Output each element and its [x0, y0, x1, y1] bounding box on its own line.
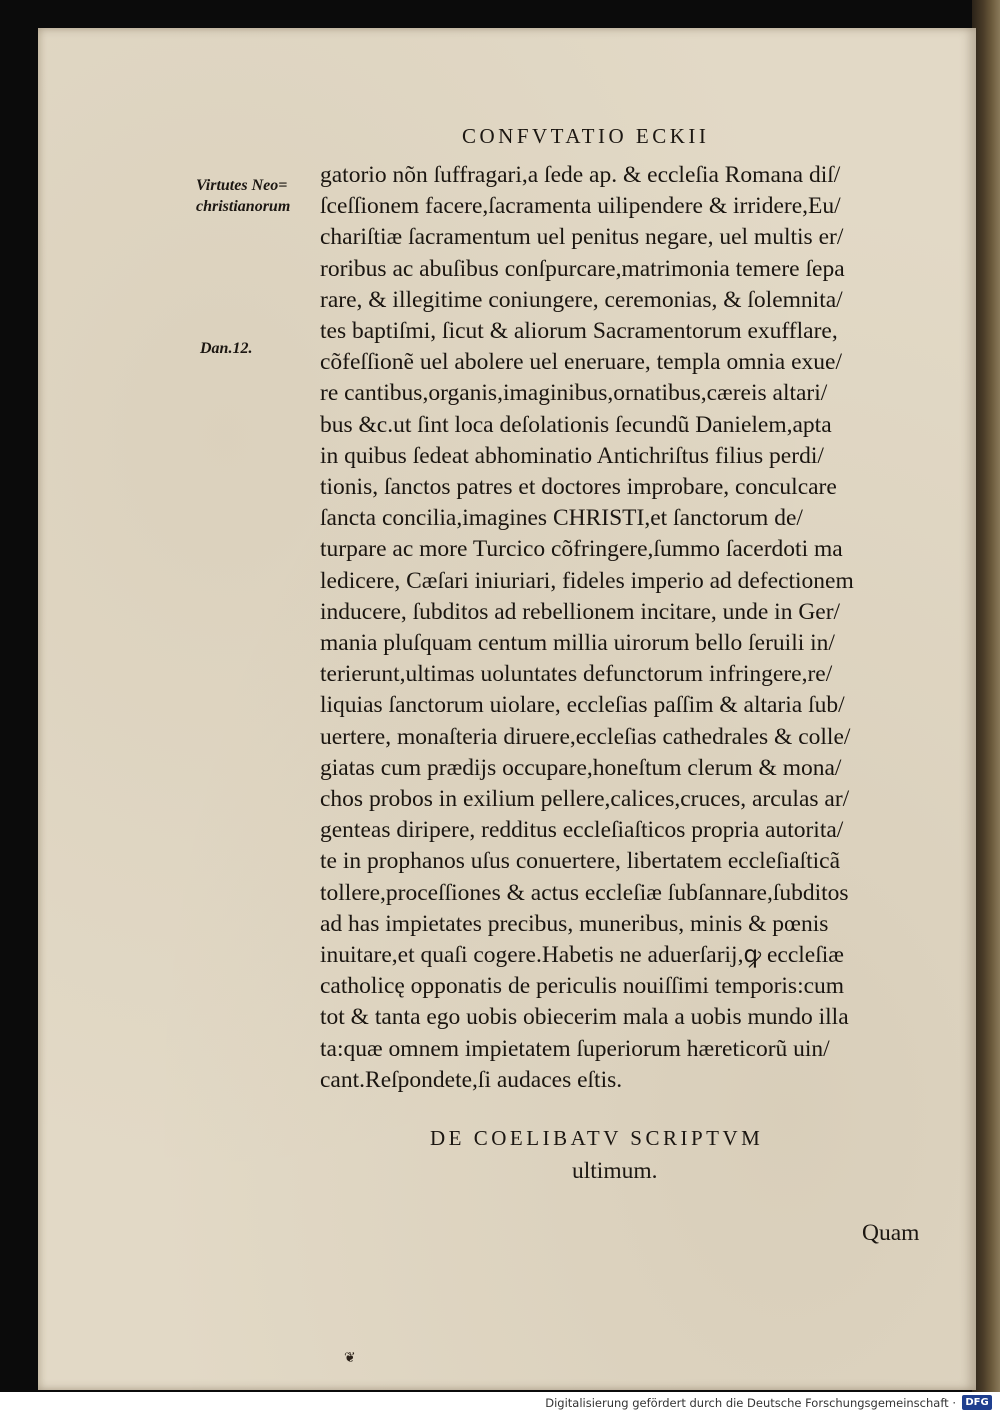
- text-line: genteas diripere, redditus eccleſiaſticos propria autorita/: [320, 817, 844, 844]
- catchword: Quam: [862, 1220, 920, 1246]
- section-heading: DE COELIBATV SCRIPTVM: [430, 1126, 764, 1150]
- fleuron-ornament-icon: ❦: [344, 1350, 356, 1366]
- section-subheading: ultimum.: [572, 1158, 658, 1184]
- text-line: ad has impietates precibus, muneribus, minis & pœnis: [320, 910, 829, 937]
- marginal-note-daniel: Dan.12.: [200, 340, 253, 357]
- marginal-note-line: Virtutes Neo=: [196, 177, 288, 194]
- text-line: tionis, ſanctos patres et doctores improbare, conculcare: [320, 474, 837, 501]
- funding-credit: Digitalisierung gefördert durch die Deutsche Forschungsgemeinschaft ·: [545, 1396, 956, 1410]
- text-line: terierunt,ultimas uoluntates defunctorum infringere,re/: [320, 661, 833, 688]
- text-line: ta:quæ omnem impietatem ſuperiorum hæreticorũ uin/: [320, 1035, 830, 1062]
- text-line: ſancta concilia,imagines CHRISTI,et ſanctorum de/: [320, 505, 803, 532]
- text-line: gatorio nõn ſuffragari,a ſede ap. & eccleſia Romana diſ/: [320, 162, 841, 188]
- text-line: inducere, ſubditos ad rebellionem incitare, unde in Ger/: [320, 598, 841, 625]
- text-line: liquias ſanctorum uiolare, eccleſias paſſim & altaria ſub/: [320, 692, 845, 719]
- text-line: tot & tanta ego uobis obiecerim mala a uobis mundo illa: [320, 1004, 849, 1031]
- text-line: tes baptiſmi, ſicut & aliorum Sacramentorum exufflare,: [320, 318, 838, 345]
- marginal-note-virtutes: [196, 175, 290, 217]
- text-line: bus &c.ut ſint loca deſolationis ſecundũ Danielem,apta: [320, 411, 832, 438]
- body-text: [320, 160, 960, 1096]
- text-line: ledicere, Cæſari iniuriari, fideles imperio ad defectionem: [320, 567, 854, 594]
- text-line: re cantibus,organis,imaginibus,ornatibus,cæreis altari/: [320, 380, 828, 407]
- text-line: chariſtiæ ſacramentum uel penitus negare, uel multis er/: [320, 224, 844, 251]
- text-line: turpare ac more Turcico cõfringere,ſummo ſacerdoti ma: [320, 536, 843, 563]
- book-spine-edge: [972, 0, 1000, 1392]
- marginal-note-line: christianorum: [196, 198, 291, 215]
- text-line: tollere,proceſſiones & actus eccleſiæ ſubſannare,ſubditos: [320, 879, 849, 906]
- text-line: giatas cum prædijs occupare,honeſtum clerum & mona/: [320, 754, 842, 781]
- dfg-logo: DFG: [962, 1395, 992, 1410]
- running-head: CONFVTATIO ECKII: [462, 124, 710, 148]
- text-line: inuitare,et quaſi cogere.Habetis ne aduerſarij,ꝙ eccleſiæ: [320, 942, 844, 969]
- text-line: te in prophanos uſus conuertere, libertatem eccleſiaſticã: [320, 848, 841, 875]
- text-line: chos probos in exilium pellere,calices,cruces, arculas ar/: [320, 786, 850, 813]
- text-line: cant.Reſpondete,ſi audaces eſtis.: [320, 1066, 623, 1093]
- text-line: roribus ac abuſibus conſpurcare,matrimonia temere ſepa: [320, 255, 845, 282]
- text-line: rare, & illegitime coniungere, ceremonias, & ſolemnita/: [320, 286, 843, 313]
- text-line: ſceſſionem facere,ſacramenta uilipendere & irridere,Eu/: [320, 193, 841, 220]
- text-line: uertere, monaſteria diruere,eccleſias cathedrales & colle/: [320, 723, 851, 750]
- text-line: catholicę opponatis de periculis nouiſſimi temporis:cum: [320, 973, 845, 1000]
- text-line: cõfeſſionẽ uel abolere uel eneruare, templa omnia exue/: [320, 349, 842, 376]
- text-line: in quibus ſedeat abhominatio Antichriſtus filius perdi/: [320, 442, 824, 469]
- text-line: mania pluſquam centum millia uirorum bello ſeruili in/: [320, 630, 835, 657]
